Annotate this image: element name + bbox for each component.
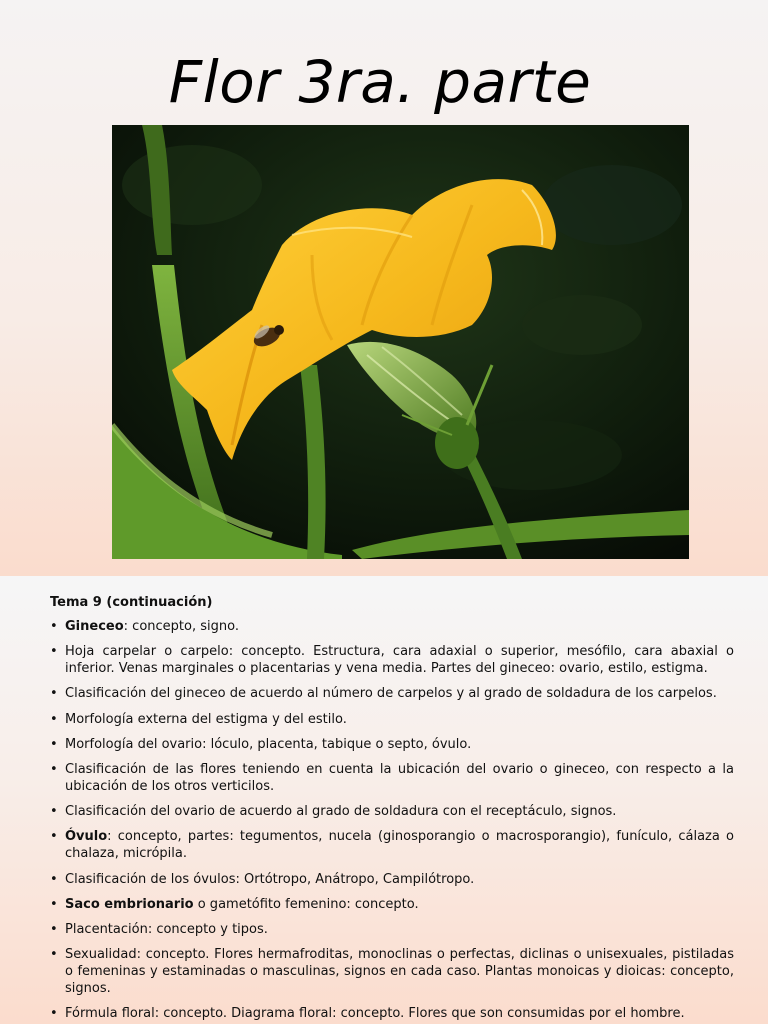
list-item: • Hoja carpelar o carpelo: concepto. Estructura, cara adaxial o superior, mesófilo, cara abaxial o inferior. Venas marginales o placentarias y vena media. Partes del gineceo: ovario, estilo, estigma. <box>50 643 734 677</box>
document-page <box>0 576 768 1024</box>
list-item: • Morfología del ovario: lóculo, placenta, tabique o septo, óvulo. <box>50 736 734 753</box>
list-item: • Placentación: concepto y tipos. <box>50 921 734 938</box>
list-item: • Saco embrionario o gametófito femenino: concepto. <box>50 896 734 913</box>
flower-photo <box>112 125 689 559</box>
list-item: • Clasificación del ovario de acuerdo al grado de soldadura con el receptáculo, signos. <box>50 803 734 820</box>
list-item: • Clasificación de los óvulos: Ortótropo, Anátropo, Campilótropo. <box>50 871 734 888</box>
list-item: • Clasificación del gineceo de acuerdo al número de carpelos y al grado de soldadura de los carpelos. <box>50 685 734 702</box>
topic-list <box>50 618 734 1024</box>
list-item: • Óvulo: concepto, partes: tegumentos, nucela (ginosporangio o macrosporangio), funículo, cálaza o chalaza, micrópila. <box>50 828 734 862</box>
list-item: • Sexualidad: concepto. Flores hermafroditas, monoclinas o perfectas, diclinas o unisexuales, pistiladas o femeninas y estaminadas o masculinas, signos en cada caso. Plantas monoicas y dioicas: concepto, signos. <box>50 946 734 997</box>
list-item: • Morfología externa del estigma y del estilo. <box>50 711 734 728</box>
section-heading: Tema 9 (continuación) <box>50 595 213 610</box>
slide-title: Flor 3ra. parte <box>168 48 592 116</box>
list-item: • Clasificación de las flores teniendo en cuenta la ubicación del ovario o gineceo, con respecto a la ubicación de los otros verticilos. <box>50 761 734 795</box>
list-item: • Fórmula floral: concepto. Diagrama floral: concepto. Flores que son consumidas por el hombre. <box>50 1005 734 1022</box>
list-item: • Gineceo: concepto, signo. <box>50 618 734 635</box>
